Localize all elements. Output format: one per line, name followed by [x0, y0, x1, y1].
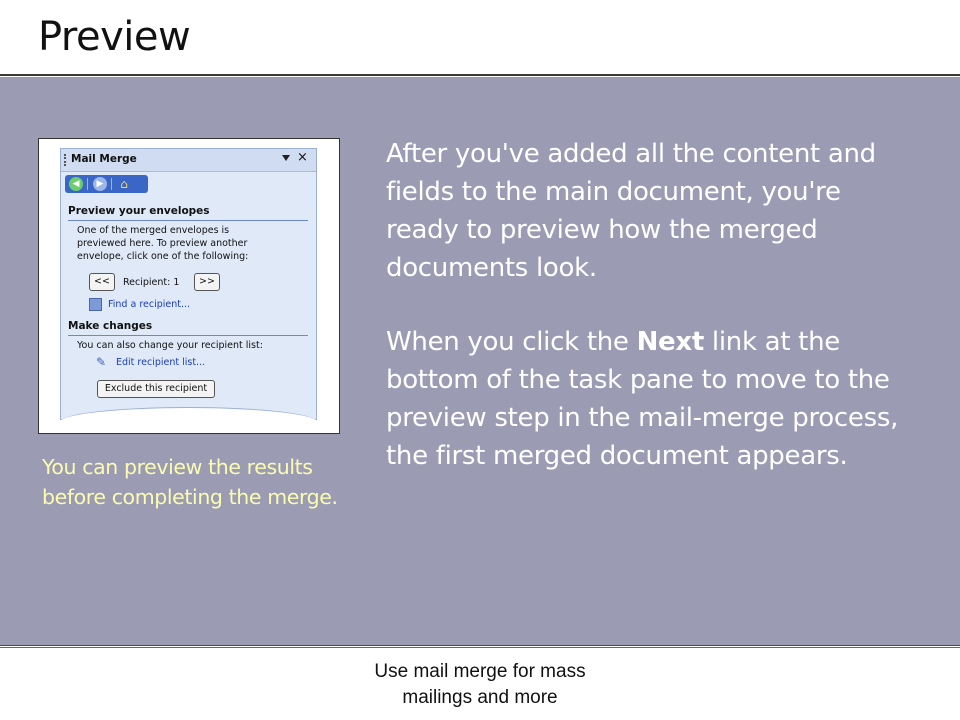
forward-icon: ▶	[93, 177, 107, 191]
find-recipient-link: Find a recipient...	[108, 299, 191, 310]
section-heading-make-changes: Make changes	[68, 320, 153, 332]
edit-recipient-list-link: Edit recipient list...	[116, 357, 206, 368]
preview-description-line: previewed here. To preview another	[77, 238, 248, 249]
mail-merge-task-pane	[60, 148, 317, 420]
task-pane-header	[61, 149, 316, 172]
paragraph-2-text: link at the bottom of the task pane to move to the preview step in the mail-merge process, the first merged document appears.	[386, 327, 899, 471]
find-recipient-icon	[89, 298, 102, 311]
previous-recipient-button: <<	[89, 273, 115, 291]
section-divider	[68, 220, 308, 221]
section-divider	[68, 335, 308, 336]
slide-footer	[300, 659, 660, 711]
next-recipient-button: >>	[194, 273, 220, 291]
paragraph-2-text: When you click the	[386, 327, 637, 357]
edit-list-icon: ✎	[96, 355, 107, 369]
image-caption: You can preview the results before completing the merge.	[42, 455, 338, 509]
task-pane-nav-bar	[65, 175, 148, 193]
recipient-counter: Recipient: 1	[123, 277, 180, 288]
slide-title: Preview	[38, 14, 191, 60]
dropdown-arrow-icon	[282, 155, 290, 161]
task-pane-title: Mail Merge	[71, 153, 137, 165]
pane-page-curl	[60, 407, 317, 422]
preview-description-line: envelope, click one of the following:	[77, 251, 249, 262]
make-changes-description: You can also change your recipient list:	[77, 340, 263, 351]
back-icon: ◀	[69, 177, 83, 191]
body-paragraph-2	[386, 323, 906, 475]
preview-description-line: One of the merged envelopes is	[77, 225, 230, 236]
next-link-reference: Next	[636, 327, 704, 357]
title-divider	[0, 74, 960, 76]
exclude-recipient-button: Exclude this recipient	[97, 380, 215, 398]
close-icon: ×	[297, 150, 308, 165]
task-pane-screenshot	[38, 138, 340, 434]
footer-line: Use mail merge for mass	[374, 661, 586, 682]
footer-divider	[0, 647, 960, 648]
nav-separator	[87, 178, 88, 190]
home-icon: ⌂	[120, 177, 128, 191]
section-heading-preview: Preview your envelopes	[68, 205, 210, 217]
footer-line: mailings and more	[402, 687, 558, 708]
grip-icon	[64, 154, 69, 166]
nav-separator	[111, 178, 112, 190]
body-paragraph-1: After you've added all the content and fields to the main document, you're ready to preview how the merged documents look.	[386, 139, 876, 283]
